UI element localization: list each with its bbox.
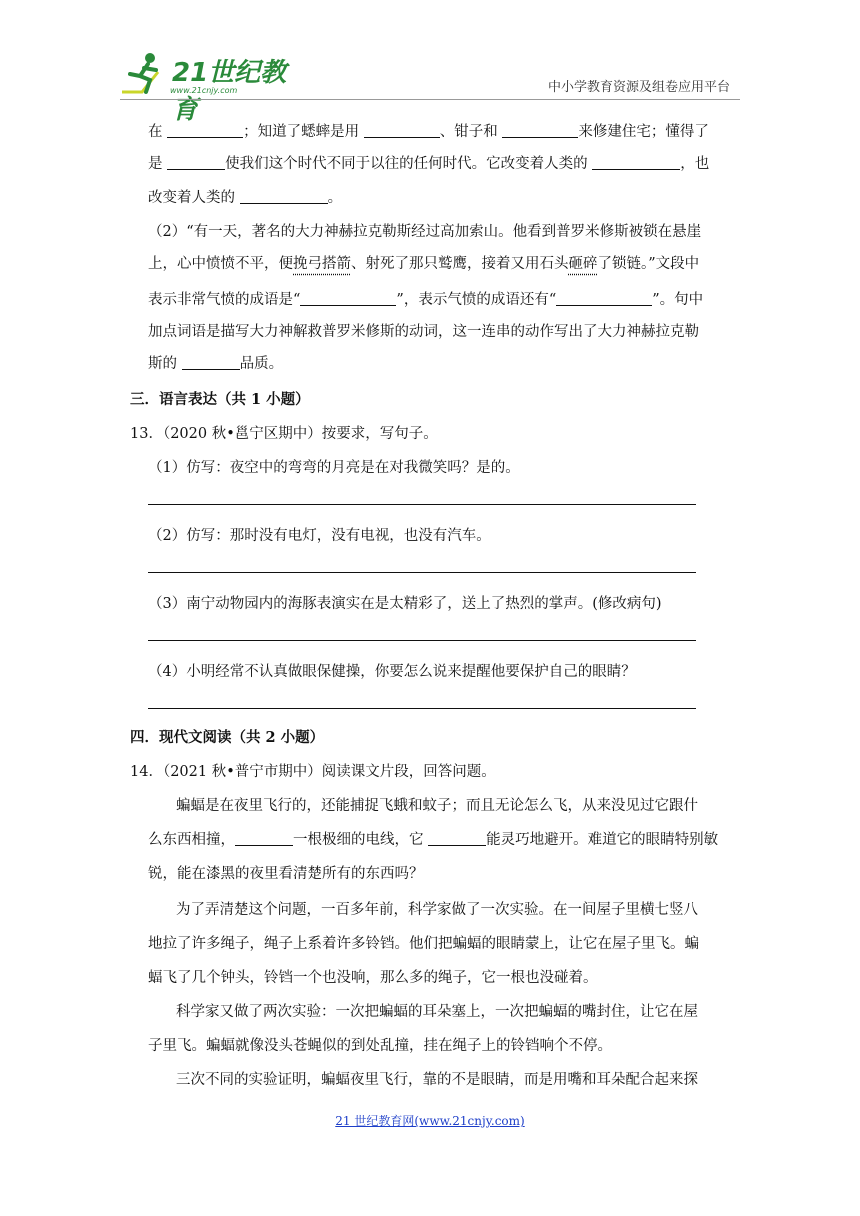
answer-line[interactable] xyxy=(148,640,696,641)
sub-question: （2）仿写：那时没有电灯，没有电视，也没有汽车。 xyxy=(148,528,491,544)
q12-part2-line4: 加点词语是描写大力神解救普罗米修斯的动词，这一连串的动作写出了大力神赫拉克勒 xyxy=(148,324,699,340)
answer-blank[interactable] xyxy=(235,831,293,846)
answer-blank[interactable] xyxy=(240,189,328,204)
answer-blank[interactable] xyxy=(182,355,240,370)
answer-blank[interactable] xyxy=(364,123,440,138)
q12-part2-line1: （2）“有一天，著名的大力神赫拉克勒斯经过高加索山。他看到普罗米修斯被锁在悬崖 xyxy=(148,224,702,240)
answer-line[interactable] xyxy=(148,708,696,709)
page-footer xyxy=(0,1112,860,1129)
footer-link[interactable]: 21 世纪教育网(www.21cnjy.com) xyxy=(335,1114,525,1128)
sub-question: （3）南宁动物园内的海豚表演实在是太精彩了，送上了热烈的掌声。(修改病句) xyxy=(148,596,662,612)
sub-question: （1）仿写：夜空中的弯弯的月亮是在对我微笑吗？是的。 xyxy=(148,460,520,476)
header-divider xyxy=(120,99,740,100)
answer-line[interactable] xyxy=(148,504,696,505)
q12-part2-line5: 斯的 品质。 xyxy=(148,356,284,372)
passage-line: 为了弄清楚这个问题，一百多年前，科学家做了一次实验。在一间屋子里横七竖八 xyxy=(176,902,698,918)
site-logo xyxy=(120,52,290,125)
q12-part2-line2: 上，心中愤愤不平，便挽弓搭箭、射死了那只鹫鹰，接着又用石头砸碎了锁链。”文段中 xyxy=(148,256,700,272)
passage-line: 子里飞。蝙蝠就像没头苍蝇似的到处乱撞，挂在绳子上的铃铛响个不停。 xyxy=(148,1038,612,1054)
passage-line: 蝠飞了几个钟头，铃铛一个也没响，那么多的绳子，它一根也没碰着。 xyxy=(148,970,598,986)
sub-question: （4）小明经常不认真做眼保健操，你要怎么说来提醒他要保护自己的眼睛？ xyxy=(148,664,636,680)
section-title: 四．现代文阅读（共 2 小题） xyxy=(130,729,325,746)
q12-part2-line3: 表示非常气愤的成语是“ ”，表示气愤的成语还有“ ”。句中 xyxy=(148,292,704,308)
answer-blank[interactable] xyxy=(167,123,243,138)
section-title: 三．语言表达（共 1 小题） xyxy=(130,391,310,408)
answer-line[interactable] xyxy=(148,572,696,573)
passage-line: 么东西相撞， 一根极细的电线，它 能灵巧地避开。难道它的眼睛特别敏 xyxy=(148,832,719,848)
passage-line: 蝙蝠是在夜里飞行的，还能捕捉飞蛾和蚊子；而且无论怎么飞，从来没见过它跟什 xyxy=(176,798,698,814)
answer-blank[interactable] xyxy=(428,831,486,846)
question-stem: 13．（2020 秋•邕宁区期中）按要求，写句子。 xyxy=(130,426,438,442)
logo-url: www.21cnjy.com xyxy=(170,86,238,95)
dotted-words: 挽弓搭箭 xyxy=(293,256,351,272)
passage-line: 锐，能在漆黑的夜里看清楚所有的东西吗？ xyxy=(148,866,424,882)
logo-text: 21世纪教育 xyxy=(172,58,287,125)
question-stem: 14．（2021 秋•普宁市期中）阅读课文片段，回答问题。 xyxy=(130,764,496,780)
answer-blank[interactable] xyxy=(556,291,652,306)
q12-line2: 是 使我们这个时代不同于以往的任何时代。它改变着人类的 ，也 xyxy=(148,156,710,172)
answer-blank[interactable] xyxy=(592,155,680,170)
q12-line1: 在 ；知道了蟋蟀是用 、钳子和 来修建住宅；懂得了 xyxy=(148,124,709,140)
q12-line3: 改变着人类的 。 xyxy=(148,190,343,206)
runner-icon xyxy=(120,52,166,96)
answer-blank[interactable] xyxy=(167,155,225,170)
answer-blank[interactable] xyxy=(300,291,396,306)
passage-line: 三次不同的实验证明，蝙蝠夜里飞行，靠的不是眼睛，而是用嘴和耳朵配合起来探 xyxy=(176,1072,698,1088)
platform-title: 中小学教育资源及组卷应用平台 xyxy=(547,80,730,95)
passage-line: 科学家又做了两次实验：一次把蝙蝠的耳朵塞上，一次把蝙蝠的嘴封住，让它在屋 xyxy=(176,1004,698,1020)
passage-line: 地拉了许多绳子，绳子上系着许多铃铛。他们把蝙蝠的眼睛蒙上，让它在屋子里飞。蝙 xyxy=(148,936,699,952)
page-header xyxy=(0,0,860,125)
dotted-words: 砸碎 xyxy=(568,256,598,272)
answer-blank[interactable] xyxy=(502,123,578,138)
